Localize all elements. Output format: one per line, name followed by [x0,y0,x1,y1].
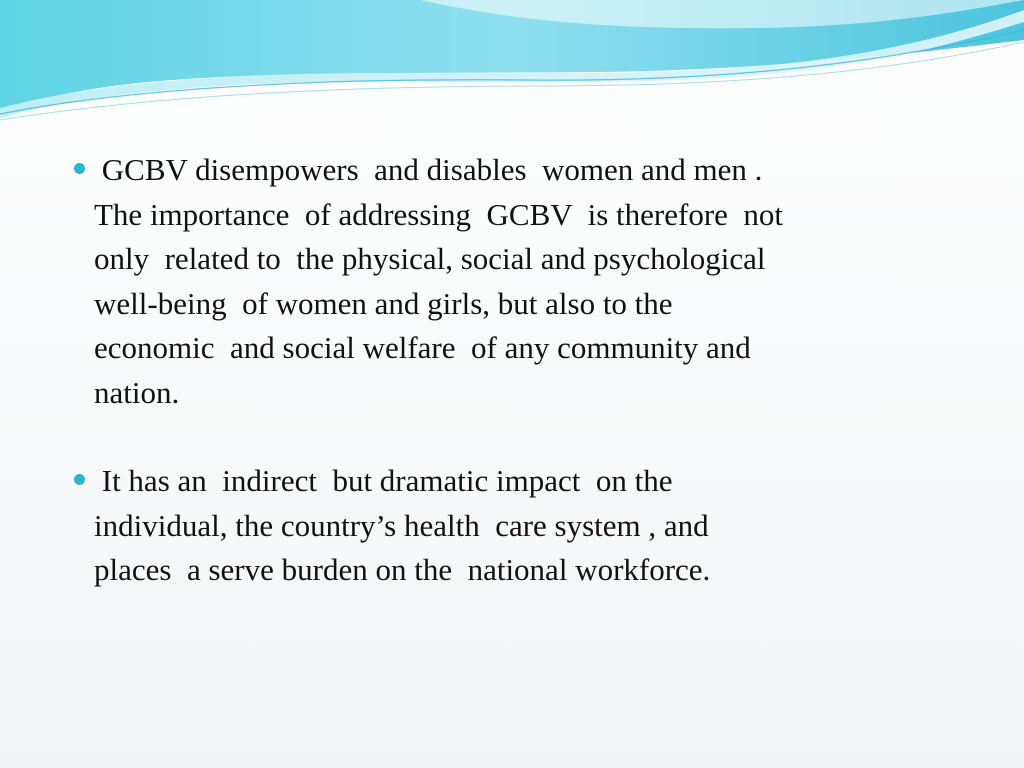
bullet-line: well-being of women and girls, but also to the [94,285,673,321]
bullet-line: economic and social welfare of any community and [94,330,751,365]
bullet-line: places a serve burden on the national workforce. [94,552,711,587]
bullet-line: nation. [94,374,180,410]
bullet-line: GCBV disempowers and disables women and men . [94,152,763,187]
bullet-line: only related to the physical, social and psychological [94,241,766,276]
bullet-marker-icon [74,163,85,174]
bullet-line: individual, the country’s health care system , and [94,507,709,543]
bullet-line: It has an indirect but dramatic impact on the [94,463,673,498]
bullet-list [74,148,974,637]
bullet-marker-icon [74,474,85,485]
header-wave-decoration [0,0,1024,130]
bullet-line: The importance of addressing GCBV is therefore not [94,196,784,232]
bullet-item-1 [74,148,974,415]
bullet-item-2 [74,459,974,593]
